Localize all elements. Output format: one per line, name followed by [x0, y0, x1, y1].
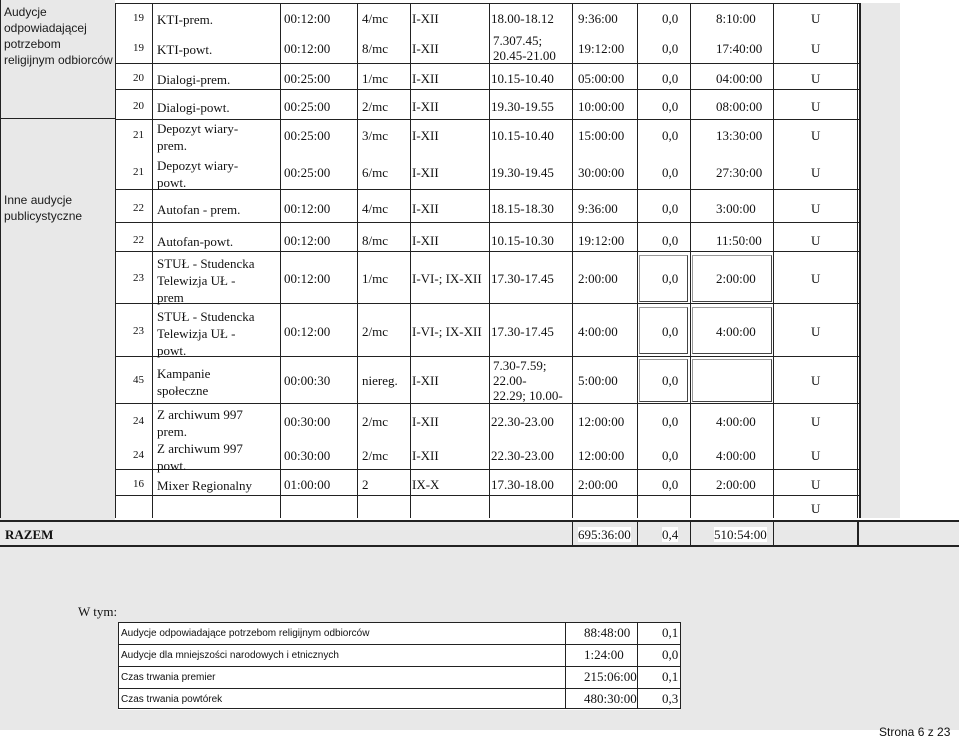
- row-percent: 0,0: [662, 165, 679, 180]
- row-frequency: 8/mc: [362, 233, 388, 248]
- column-divider: [857, 3, 858, 518]
- row-mark: U: [811, 477, 821, 492]
- row-title: STUŁ - Studencka Telewizja UŁ - prem: [157, 256, 255, 305]
- summary-row-label: Audycje dla mniejszości narodowych i etnicznych: [121, 650, 339, 661]
- row-duration: 00:12:00: [284, 201, 331, 216]
- row-percent: 0,0: [662, 373, 679, 388]
- section-left-line: [0, 0, 1, 518]
- grid-cell-box: [692, 307, 772, 354]
- row-months: I-XII: [412, 128, 439, 143]
- row-duration: 00:12:00: [284, 11, 331, 26]
- row-total-time: 9:36:00: [578, 201, 618, 216]
- section-label-religious: Audycje odpowiadającej potrzebom religijnym odbiorców: [4, 5, 113, 67]
- row-title: KTI-prem.: [157, 12, 213, 27]
- row-total-time: 15:00:00: [578, 128, 625, 143]
- row-hours: 10.15-10.40: [491, 70, 554, 86]
- row-number: 20: [133, 72, 144, 84]
- row-percent: 0,0: [662, 271, 679, 286]
- summary-row-value: 1:24:00: [584, 647, 624, 662]
- row-number: 22: [133, 234, 144, 246]
- row-total-time: 2:00:00: [578, 477, 618, 492]
- row-months: I-XII: [412, 373, 439, 388]
- row-hours: 18.15-18.30: [491, 200, 554, 216]
- row-percent: 0,0: [662, 71, 679, 86]
- row-number: 24: [133, 415, 144, 427]
- row-months: I-XII: [412, 233, 439, 248]
- row-months: I-XII: [412, 99, 439, 114]
- row-premiere-time: 04:00:00: [716, 71, 763, 86]
- row-premiere-time: 2:00:00: [716, 477, 756, 492]
- column-divider: [773, 3, 774, 518]
- summary-row-percent: 0,0: [662, 647, 679, 662]
- summary-row-value: 88:48:00: [584, 625, 631, 640]
- row-mark: U: [811, 71, 821, 86]
- summary-row-top: [118, 622, 680, 623]
- summary-right: [680, 622, 681, 709]
- column-divider: [357, 3, 358, 518]
- summary-mid1: [565, 622, 566, 709]
- row-total-time: 9:36:00: [578, 11, 618, 26]
- row-mark: U: [811, 201, 821, 216]
- grid-cell-box: [639, 255, 688, 302]
- row-number: 24: [133, 449, 144, 461]
- row-total-time: 12:00:00: [578, 448, 625, 463]
- row-title: Autofan - prem.: [157, 202, 241, 217]
- column-divider: [637, 3, 638, 518]
- row-divider: [115, 495, 860, 496]
- row-percent: 0,0: [662, 414, 679, 429]
- row-divider: [115, 251, 860, 252]
- summary-row-percent: 0,1: [662, 625, 679, 640]
- row-duration: 00:12:00: [284, 233, 331, 248]
- row-months: I-XII: [412, 201, 439, 216]
- row-frequency: niereg.: [362, 373, 398, 388]
- page-background-right: [860, 3, 900, 518]
- row-duration: 00:25:00: [284, 128, 331, 143]
- frame-right: [859, 3, 861, 518]
- row-premiere-time: 27:30:00: [716, 165, 763, 180]
- row-hours: 7.30-7.59; 22.00- 22.29; 10.00-: [493, 357, 563, 403]
- row-duration: 00:12:00: [284, 271, 331, 286]
- row-duration: 00:00:30: [284, 373, 331, 388]
- razem-divider: [637, 522, 638, 545]
- grid-cell-box: [639, 359, 688, 402]
- grid-cell-box: [639, 307, 688, 354]
- row-premiere-time: 2:00:00: [716, 271, 756, 286]
- row-frequency: 1/mc: [362, 271, 388, 286]
- page-background-razem: [0, 520, 959, 545]
- summary-row-value: 480:30:00: [584, 691, 637, 706]
- row-title: Kampanie społeczne: [157, 366, 211, 398]
- row-hours: 19.30-19.45: [491, 164, 554, 180]
- row-title: Depozyt wiary- powt.: [157, 158, 239, 190]
- row-mark: U: [811, 41, 821, 56]
- row-months: I-XII: [412, 165, 439, 180]
- summary-row-label: Czas trwania powtórek: [121, 694, 223, 705]
- row-duration: 00:12:00: [284, 324, 331, 339]
- row-duration: 00:25:00: [284, 71, 331, 86]
- row-frequency: 2/mc: [362, 414, 388, 429]
- summary-row-label: Czas trwania premier: [121, 672, 216, 683]
- row-mark: U: [811, 271, 821, 286]
- row-percent: 0,0: [662, 41, 679, 56]
- row-title: Z archiwum 997 prem.: [157, 407, 243, 439]
- row-number: 22: [133, 202, 144, 214]
- row-mark: U: [811, 414, 821, 429]
- row-months: I-XII: [412, 448, 439, 463]
- row-mark: U: [811, 11, 821, 26]
- row-premiere-time: 4:00:00: [716, 324, 756, 339]
- row-total-time: 10:00:00: [578, 99, 625, 114]
- row-hours: 10.15-10.30: [491, 232, 554, 248]
- row-premiere-time: 3:00:00: [716, 201, 756, 216]
- row-title: Autofan-powt.: [157, 234, 234, 249]
- row-duration: 00:25:00: [284, 99, 331, 114]
- column-divider: [280, 3, 281, 518]
- razem-premiere: 510:54:00: [714, 527, 767, 542]
- row-duration: 00:12:00: [284, 41, 331, 56]
- row-hours: 22.30-23.00: [491, 413, 554, 429]
- row-hours: 10.15-10.40: [491, 127, 554, 143]
- row-total-time: 30:00:00: [578, 165, 625, 180]
- razem-right: [857, 522, 859, 545]
- row-percent: 0,0: [662, 448, 679, 463]
- row-percent: 0,0: [662, 324, 679, 339]
- row-premiere-time: 17:40:00: [716, 41, 763, 56]
- row-frequency: 3/mc: [362, 128, 388, 143]
- row-premiere-time: 4:00:00: [716, 448, 756, 463]
- row-number: 23: [133, 325, 144, 337]
- column-divider: [410, 3, 411, 518]
- row-title: Z archiwum 997 powt.: [157, 441, 243, 473]
- row-frequency: 2/mc: [362, 324, 388, 339]
- summary-row-value: 215:06:00: [584, 669, 637, 684]
- row-duration: 00:25:00: [284, 165, 331, 180]
- row-number: 16: [133, 478, 144, 490]
- row-hours: 18.00-18.12: [491, 10, 554, 26]
- row-months: I-XII: [412, 41, 439, 56]
- row-premiere-time: 8:10:00: [716, 11, 756, 26]
- row-divider: [115, 63, 860, 64]
- page-number: Strona 6 z 23: [879, 725, 951, 739]
- razem-total: 695:36:00: [578, 527, 631, 542]
- row-months: I-XII: [412, 414, 439, 429]
- row-frequency: 2/mc: [362, 448, 388, 463]
- row-total-time: 19:12:00: [578, 41, 625, 56]
- column-divider: [690, 3, 691, 518]
- summary-row-top: [118, 666, 680, 667]
- row-total-time: 19:12:00: [578, 233, 625, 248]
- razem-divider: [690, 522, 691, 545]
- summary-mid2: [637, 622, 638, 709]
- row-premiere-time: 4:00:00: [716, 414, 756, 429]
- row-percent: 0,0: [662, 233, 679, 248]
- row-number: 19: [133, 42, 144, 54]
- summary-row-top: [118, 688, 680, 689]
- row-extra-mark: U: [811, 501, 821, 516]
- section-label-other: Inne audycje publicystyczne: [4, 193, 83, 223]
- row-mark: U: [811, 448, 821, 463]
- row-title: Mixer Regionalny: [157, 478, 252, 493]
- row-duration: 00:30:00: [284, 448, 331, 463]
- razem-bottom: [0, 545, 959, 547]
- row-divider: [115, 89, 860, 90]
- row-number: 20: [133, 100, 144, 112]
- row-divider: [115, 403, 860, 404]
- row-mark: U: [811, 233, 821, 248]
- row-number: 23: [133, 272, 144, 284]
- column-divider: [152, 3, 153, 518]
- summary-label: W tym:: [78, 604, 118, 619]
- row-months: I-VI-; IX-XII: [412, 271, 482, 286]
- row-frequency: 1/mc: [362, 71, 388, 86]
- row-premiere-time: 13:30:00: [716, 128, 763, 143]
- row-hours: 19.30-19.55: [491, 98, 554, 114]
- row-percent: 0,0: [662, 99, 679, 114]
- razem-divider: [572, 522, 573, 545]
- frame-left: [115, 3, 116, 518]
- row-hours: 17.30-17.45: [491, 323, 554, 339]
- row-premiere-time: 08:00:00: [716, 99, 763, 114]
- row-total-time: 05:00:00: [578, 71, 625, 86]
- row-frequency: 2/mc: [362, 99, 388, 114]
- row-duration: 00:30:00: [284, 414, 331, 429]
- row-frequency: 4/mc: [362, 201, 388, 216]
- row-months: I-VI-; IX-XII: [412, 324, 482, 339]
- row-number: 45: [133, 374, 144, 386]
- row-frequency: 8/mc: [362, 41, 388, 56]
- grid-cell-box: [692, 255, 772, 302]
- row-hours: 7.307.45; 20.45-21.00: [493, 33, 556, 63]
- row-hours: 17.30-18.00: [491, 476, 554, 492]
- razem-percent: 0,4: [662, 527, 679, 542]
- page-background-left: [0, 0, 115, 520]
- grid-cell-box: [692, 359, 772, 402]
- summary-row-percent: 0,3: [662, 691, 679, 706]
- row-title: STUŁ - Studencka Telewizja UŁ - powt.: [157, 309, 255, 358]
- row-total-time: 2:00:00: [578, 271, 618, 286]
- row-frequency: 4/mc: [362, 11, 388, 26]
- frame-top: [115, 3, 860, 4]
- row-hours: 17.30-17.45: [491, 270, 554, 286]
- row-number: 19: [133, 12, 144, 24]
- summary-row-label: Audycje odpowiadające potrzebom religijnym odbiorców: [121, 628, 370, 639]
- row-frequency: 6/mc: [362, 165, 388, 180]
- row-mark: U: [811, 373, 821, 388]
- summary-left: [118, 622, 119, 709]
- row-mark: U: [811, 324, 821, 339]
- row-title: Depozyt wiary- prem.: [157, 121, 239, 153]
- row-number: 21: [133, 129, 144, 141]
- razem-label: RAZEM: [5, 527, 54, 542]
- row-total-time: 12:00:00: [578, 414, 625, 429]
- row-total-time: 4:00:00: [578, 324, 618, 339]
- row-months: I-XII: [412, 71, 439, 86]
- razem-divider: [773, 522, 774, 545]
- row-frequency: 2: [362, 477, 369, 492]
- row-total-time: 5:00:00: [578, 373, 618, 388]
- column-divider: [489, 3, 490, 518]
- row-mark: U: [811, 99, 821, 114]
- summary-row-top: [118, 644, 680, 645]
- section-divider: [0, 118, 115, 119]
- row-mark: U: [811, 165, 821, 180]
- row-percent: 0,0: [662, 477, 679, 492]
- row-months: I-XII: [412, 11, 439, 26]
- row-percent: 0,0: [662, 201, 679, 216]
- row-duration: 01:00:00: [284, 477, 331, 492]
- summary-row-percent: 0,1: [662, 669, 679, 684]
- row-percent: 0,0: [662, 128, 679, 143]
- row-hours: 22.30-23.00: [491, 447, 554, 463]
- row-premiere-time: 11:50:00: [716, 233, 762, 248]
- row-title: Dialogi-powt.: [157, 100, 230, 115]
- row-percent: 0,0: [662, 11, 679, 26]
- razem-top: [0, 520, 959, 522]
- summary-bottom: [118, 708, 680, 709]
- column-divider: [572, 3, 573, 518]
- row-title: KTI-powt.: [157, 42, 213, 57]
- row-title: Dialogi-prem.: [157, 72, 231, 87]
- row-number: 21: [133, 166, 144, 178]
- row-divider: [115, 222, 860, 223]
- row-months: IX-X: [412, 477, 440, 492]
- row-mark: U: [811, 128, 821, 143]
